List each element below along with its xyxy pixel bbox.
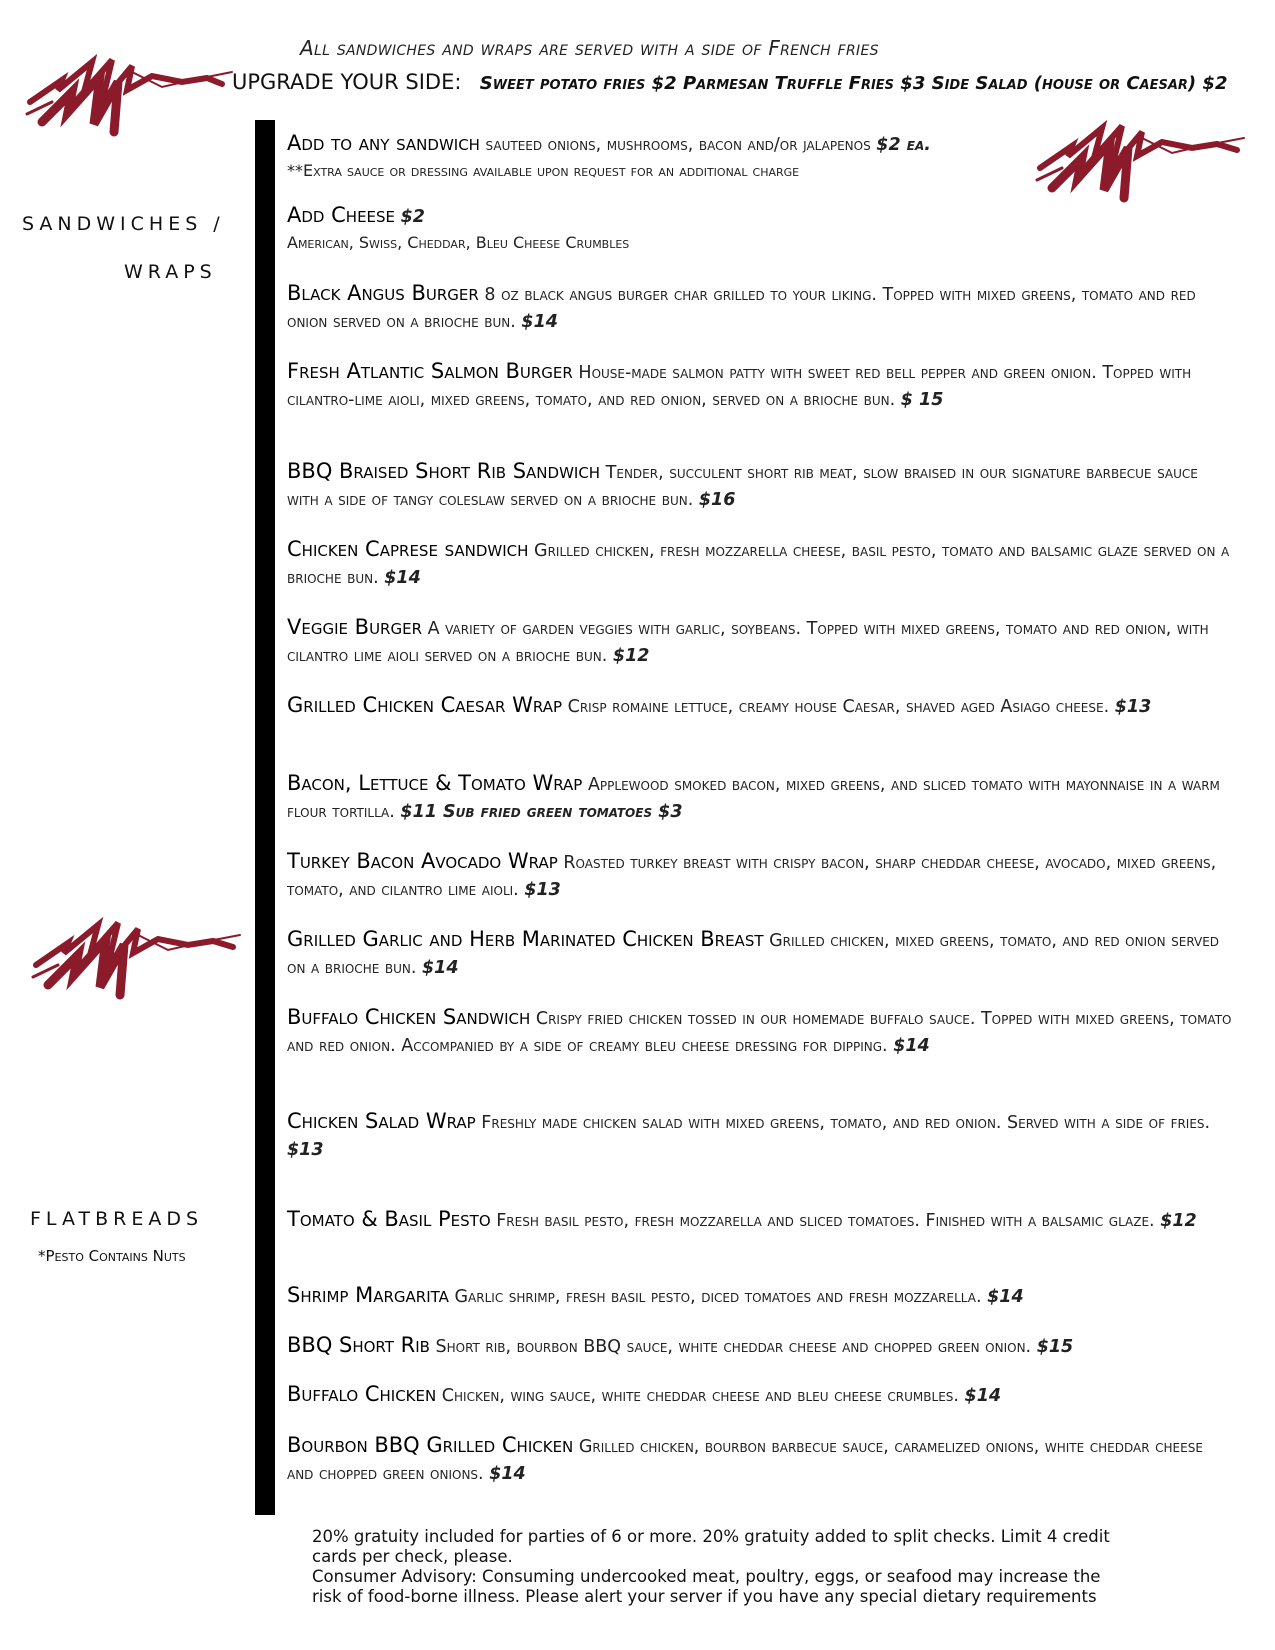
item-price: $13 — [524, 880, 561, 900]
upgrade-side-label: UPGRADE YOUR SIDE: — [232, 70, 462, 94]
item-desc: Crisp romaine lettuce, creamy house Caesar, shaved aged Asiago cheese. — [567, 697, 1110, 717]
cheese-options: American, Swiss, Cheddar, Bleu Cheese Crumbles — [287, 233, 630, 252]
item-name: Shrimp Margarita — [287, 1283, 449, 1307]
item-name: Grilled Chicken Caesar Wrap — [287, 693, 563, 717]
sides-note: All sandwiches and wraps are served with a side of French fries — [300, 36, 879, 60]
item-desc: Garlic shrimp, fresh basil pesto, diced tomatoes and fresh mozzarella. — [454, 1287, 982, 1307]
item-desc: 8 oz black angus burger char grilled to your liking. Topped with mixed greens, tomato and red onion served on a brioche bun. — [287, 285, 1196, 332]
menu-item — [287, 848, 1232, 904]
item-desc: Grilled chicken, fresh mozzarella cheese, basil pesto, tomato and balsamic glaze served on a brioche bun. — [287, 541, 1230, 588]
item-price: $2 — [400, 207, 425, 227]
item-price: $2 ea. — [876, 135, 931, 155]
menu-item — [287, 1004, 1232, 1060]
item-name: Chicken Salad Wrap — [287, 1109, 476, 1133]
item-name: Fresh Atlantic Salmon Burger — [287, 359, 573, 383]
item-desc: Fresh basil pesto, fresh mozzarella and sliced tomatoes. Finished with a balsamic glaze. — [496, 1211, 1155, 1231]
item-price: $12 — [612, 646, 650, 666]
item-price: $15 — [1036, 1337, 1074, 1357]
item-price: $ 15 — [900, 390, 944, 410]
item-desc: Crispy fried chicken tossed in our homemade buffalo sauce. Topped with mixed greens, tomato and red onion. Accompanied by a side of creamy bleu cheese dressing for dipping. — [287, 1009, 1232, 1056]
item-name: Veggie Burger — [287, 615, 422, 639]
item-price: $14 — [384, 568, 421, 588]
item-price: $16 — [698, 490, 736, 510]
item-price: $13 — [1114, 697, 1152, 717]
item-price: $11 Sub fried green tomatoes $3 — [400, 802, 683, 822]
item-price: $12 — [1160, 1211, 1197, 1231]
item-desc: sauteed onions, mushrooms, bacon and/or jalapenos — [485, 135, 871, 155]
item-name: Black Angus Burger — [287, 281, 479, 305]
item-name: Buffalo Chicken Sandwich — [287, 1005, 531, 1029]
menu-item — [287, 536, 1232, 592]
brush-stroke-decoration-icon — [28, 895, 248, 1005]
flatbread-item — [287, 1206, 1232, 1235]
item-desc: Grilled chicken, bourbon barbecue sauce, caramelized onions, white cheddar cheese and chopped green onions. — [287, 1437, 1203, 1484]
section-label-wraps: WRAPS — [124, 261, 217, 283]
item-name: Tomato & Basil Pesto — [287, 1207, 491, 1231]
addon-cheese — [287, 202, 1187, 255]
item-name: Add Cheese — [287, 203, 396, 227]
item-name: BBQ Short Rib — [287, 1333, 430, 1357]
section-divider-bar — [255, 120, 275, 1515]
item-name: Grilled Garlic and Herb Marinated Chicken Breast — [287, 927, 764, 951]
item-desc: A variety of garden veggies with garlic, soybeans. Topped with mixed greens, tomato and red onion, with cilantro lime aioli served on a brioche bun. — [287, 619, 1209, 666]
item-desc: Tender, succulent short rib meat, slow braised in our signature barbecue sauce with a side of tangy coleslaw served on a brioche bun. — [287, 463, 1198, 510]
flatbread-item — [287, 1282, 1232, 1311]
section-label-sandwiches: SANDWICHES / — [22, 213, 225, 235]
item-desc: Chicken, wing sauce, white cheddar cheese and bleu cheese crumbles. — [441, 1386, 959, 1406]
item-name: BBQ Braised Short Rib Sandwich — [287, 459, 601, 483]
consumer-advisory: Consumer Advisory: Consuming undercooked meat, poultry, eggs, or seafood may increase the risk of food-borne illness. Please alert your server if you have any special dietary requirements — [312, 1567, 1101, 1606]
menu-item — [287, 926, 1232, 982]
item-desc: Grilled chicken, mixed greens, tomato, and red onion served on a brioche bun. — [287, 931, 1220, 978]
item-desc: Short rib, bourbon BBQ sauce, white cheddar cheese and chopped green onion. — [435, 1337, 1032, 1357]
footer-notes — [312, 1527, 1132, 1607]
item-name: Chicken Caprese sandwich — [287, 537, 529, 561]
item-price: $14 — [422, 958, 459, 978]
item-name: Bourbon BBQ Grilled Chicken — [287, 1433, 574, 1457]
menu-item — [287, 614, 1232, 670]
menu-item — [287, 770, 1232, 826]
menu-item — [287, 1108, 1232, 1164]
gratuity-note: 20% gratuity included for parties of 6 or more. 20% gratuity added to split checks. Limit 4 credit cards per check, please. — [312, 1527, 1110, 1566]
item-price: $14 — [521, 312, 558, 332]
extra-sauce-note: **Extra sauce or dressing available upon request for an additional charge — [287, 161, 800, 180]
item-price: $14 — [987, 1287, 1024, 1307]
item-name: Buffalo Chicken — [287, 1382, 437, 1406]
item-name: Bacon, Lettuce & Tomato Wrap — [287, 771, 583, 795]
menu-item — [287, 692, 1232, 721]
brush-stroke-decoration-icon — [22, 32, 242, 142]
upgrade-side-options: Sweet potato fries $2 Parmesan Truffle Fries $3 Side Salad (house or Caesar) $2 — [479, 73, 1228, 94]
menu-item — [287, 280, 1232, 336]
flatbread-item — [287, 1381, 1232, 1410]
item-name: Turkey Bacon Avocado Wrap — [287, 849, 558, 873]
menu-item — [287, 358, 1232, 414]
item-price: $14 — [489, 1464, 526, 1484]
item-desc: Applewood smoked bacon, mixed greens, and sliced tomato with mayonnaise in a warm flour tortilla. — [287, 775, 1220, 822]
item-desc: Roasted turkey breast with crispy bacon, sharp cheddar cheese, avocado, mixed greens, tomato, and cilantro lime aioli. — [287, 853, 1217, 900]
addon-any-sandwich — [287, 130, 1187, 183]
menu-item — [287, 458, 1232, 514]
flatbread-item — [287, 1432, 1232, 1488]
pesto-nuts-note: *Pesto Contains Nuts — [38, 1247, 186, 1265]
item-price: $14 — [893, 1036, 930, 1056]
item-desc: House-made salmon patty with sweet red bell pepper and green onion. Topped with cilantro-lime aioli, mixed greens, tomato, and red onion, served on a brioche bun. — [287, 363, 1192, 410]
flatbread-item — [287, 1332, 1232, 1361]
section-label-flatbreads: FLATBREADS — [30, 1208, 204, 1230]
upgrade-side-line — [232, 70, 1227, 94]
item-price: $13 — [287, 1140, 324, 1160]
item-price: $14 — [964, 1386, 1002, 1406]
item-desc: Freshly made chicken salad with mixed greens, tomato, and red onion. Served with a side of fries. — [481, 1113, 1211, 1133]
item-name: Add to any sandwich — [287, 131, 480, 155]
